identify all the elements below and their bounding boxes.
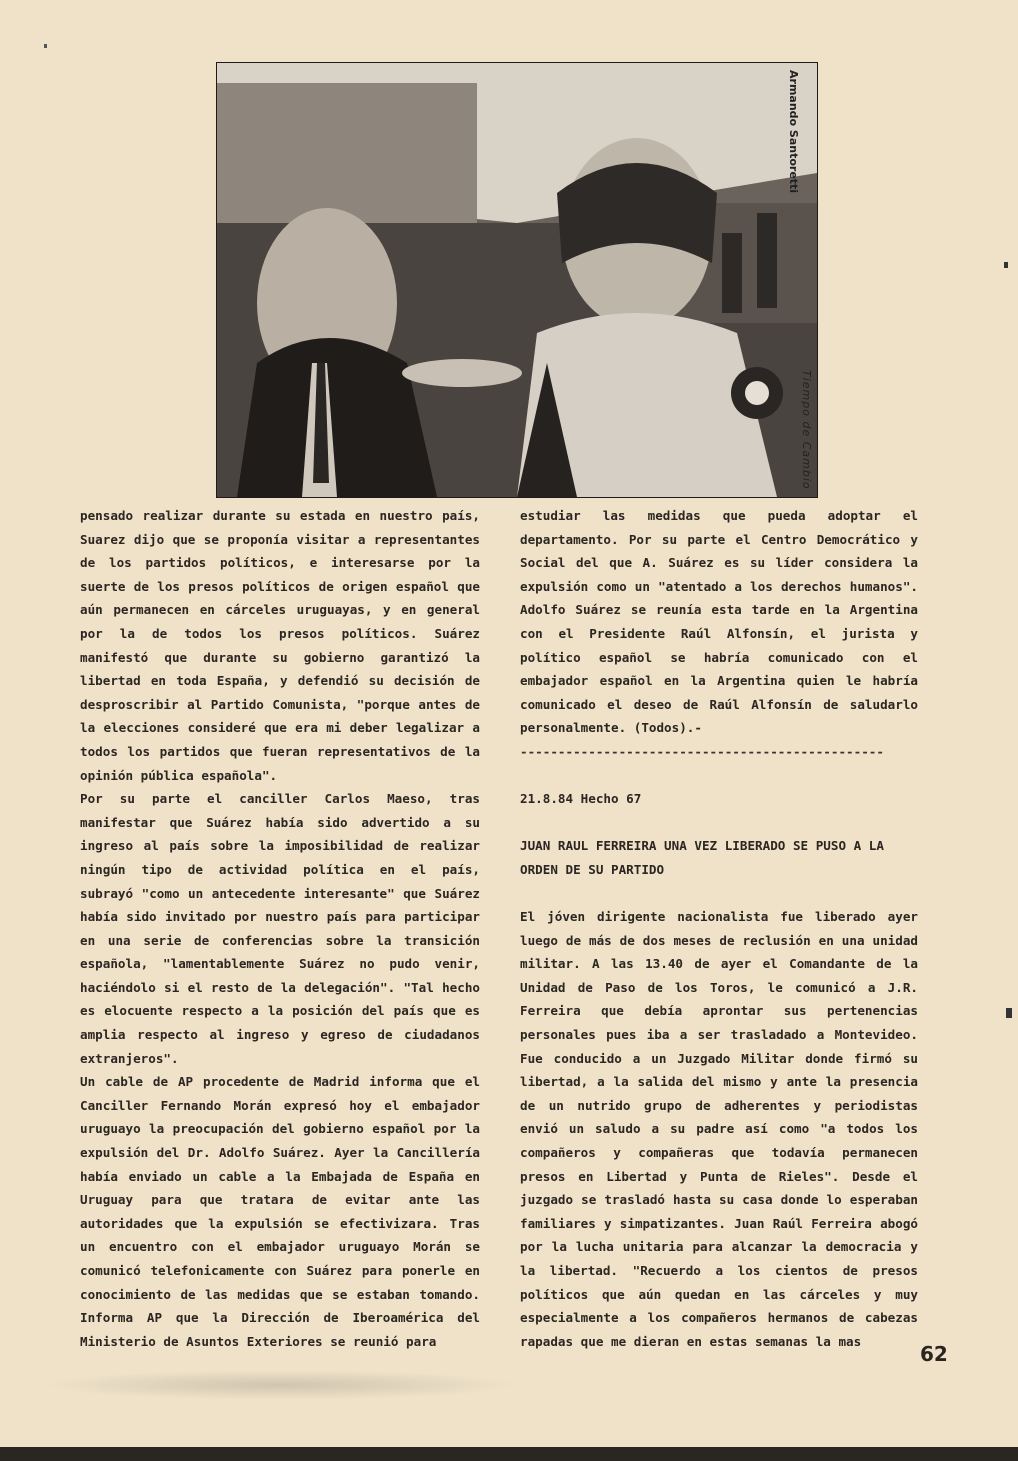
article-paragraph: pensado realizar durante su estada en nuestro país, Suarez dijo que se proponía visitar a representantes de los partidos políticos, e interesarse por la suerte de los presos políticos de origen español que aún permanecen en cárceles uruguayas, y en general por la de todos los presos políticos. Suárez manifestó que durante su gobierno garantizó la libertad en toda España, y defendió su decisión de desproscribir al Partido Comunista, "porque antes de la elecciones consideré que era mi deber legalizar a todos los partidos que fueran representativos de la opinión pública española". xyxy=(80,508,480,783)
scan-smudge xyxy=(40,1370,520,1400)
article-headline: JUAN RAUL FERREIRA UNA VEZ LIBERADO SE PUSO A LA ORDEN DE SU PARTIDO xyxy=(520,838,884,877)
scan-edge-mark xyxy=(1006,1008,1012,1018)
dateline: 21.8.84 Hecho 67 xyxy=(520,791,642,807)
separator-line: ------------------------------------------------ xyxy=(520,743,884,759)
left-column xyxy=(80,504,480,1353)
photo-credit-photographer: Armando Santoretti xyxy=(787,70,800,194)
scan-speck xyxy=(44,44,47,48)
article-paragraph: El jóven dirigente nacionalista fue liberado ayer luego de más de dos meses de reclusión en una unidad militar. A las 13.40 de ayer el Comandante de la Unidad de Paso de los Toros, le comunicó a J.R. Ferreira que debía aprontar sus pertenencias personales pues iba a ser trasladado a Montevideo. Fue conducido a un Juzgado Militar donde firmó su libertad, a la salida del mismo y ante la presencia de un nutrido grupo de adherentes y periodistas envió un saludo a su padre así como "a todos los compañeros y compañeras que todavía permanecen presos en Libertad y Punta de Rieles". Desde el juzgado se trasladó hasta su casa donde lo esperaban familiares y simpatizantes. Juan Raúl Ferreira abogó por la lucha unitaria para alcanzar la democracia y la libertad. "Recuerdo a los cientos de presos políticos que aún quedan en las cárceles y muy especialmente a los compañeros hermanos de cabezas rapadas que me dieran en estas semanas la mas xyxy=(520,909,918,1349)
page-bottom-edge xyxy=(0,1447,1018,1461)
photo-image xyxy=(217,63,817,497)
article-paragraph: Por su parte el canciller Carlos Maeso, tras manifestar que Suárez había sido advertido a su ingreso al país sobre la imposibilidad de realizar ningún tipo de actividad política en el país, subrayó "como un antecedente interesante" que Suárez había sido invitado por nuestro país para participar en una serie de conferencias sobre la transición española, "lamentablemente Suárez no pudo venir, haciéndolo si el resto de la delegación". "Tal hecho es elocuente respecto a la posición del país que es amplia respecto al ingreso y egreso de ciudadanos extranjeros". xyxy=(80,791,480,1066)
right-column xyxy=(520,504,918,1353)
article-paragraph: Un cable de AP procedente de Madrid informa que el Canciller Fernando Morán expresó hoy el embajador uruguayo la preocupación del gobierno español por la expulsión del Dr. Adolfo Suárez. Ayer la Cancillería había enviado un cable a la Embajada de España en Uruguay para que tratara de evitar ante las autoridades que la expulsión se efectivizara. Tras un encuentro con el embajador uruguayo Morán se comunicó telefonicamente con Suárez para ponerle en conocimiento de las medidas que se estaban tomando. Informa AP que la Dirección de Iberoamérica del Ministerio de Asuntos Exteriores se reunió para xyxy=(80,1074,480,1349)
scan-edge-mark xyxy=(1004,262,1008,268)
news-photo xyxy=(216,62,818,498)
photo-credit-source: Tiempo de Cambio xyxy=(800,370,813,490)
article-paragraph: estudiar las medidas que pueda adoptar el departamento. Por su parte el Centro Democrático y Social del que A. Suárez es su líder considera la expulsión como un "atentado a los derechos humanos". Adolfo Suárez se reunía esta tarde en la Argentina con el Presidente Raúl Alfonsín, el jurista y político español se habría comunicado con el embajador español en la Argentina quien le habría comunicado el deseo de Raúl Alfonsín de saludarlo personalmente. (Todos).- xyxy=(520,508,918,736)
page-number: 62 xyxy=(920,1342,948,1366)
